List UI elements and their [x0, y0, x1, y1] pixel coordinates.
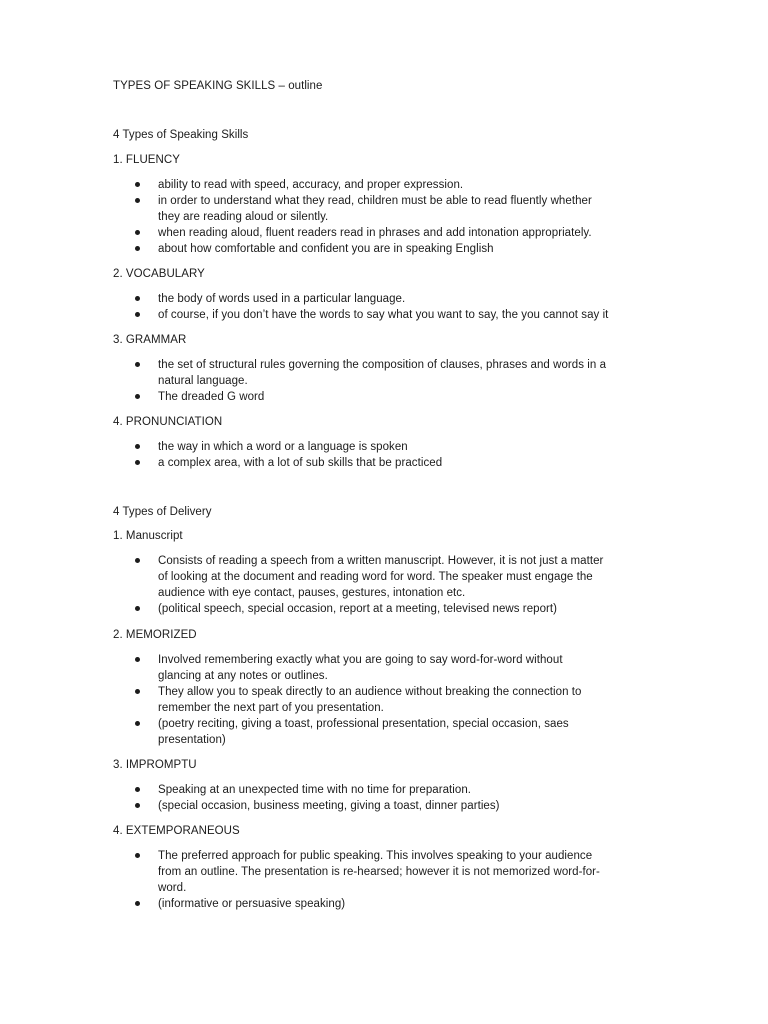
list-item: They allow you to speak directly to an audience without breaking the connection to — [158, 686, 582, 698]
subheading-memorized: 2. MEMORIZED — [113, 629, 197, 641]
bullet-dot — [135, 853, 140, 858]
bullet-dot — [135, 230, 140, 235]
section-heading-speaking-skills: 4 Types of Speaking Skills — [113, 129, 249, 141]
list-item: (political speech, special occasion, report at a meeting, televised news report) — [158, 603, 558, 615]
bullet-dot — [135, 246, 140, 251]
list-item: Consists of reading a speech from a written manuscript. However, it is not just a matter — [158, 555, 604, 567]
bullet-dot — [135, 182, 140, 187]
list-item: The dreaded G word — [158, 391, 265, 403]
bullet-dot — [135, 558, 140, 563]
list-item-continuation: of looking at the document and reading word for word. The speaker must engage the — [158, 571, 593, 583]
bullet-dot — [135, 721, 140, 726]
bullet-dot — [135, 444, 140, 449]
bullet-dot — [135, 296, 140, 301]
bullet-dot — [135, 803, 140, 808]
bullet-dot — [135, 394, 140, 399]
document-title: TYPES OF SPEAKING SKILLS – outline — [113, 80, 323, 92]
list-item-continuation: from an outline. The presentation is re-hearsed; however it is not memorized word-for- — [158, 866, 600, 878]
subheading-pronunciation: 4. PRONUNCIATION — [113, 416, 223, 428]
bullet-dot — [135, 362, 140, 367]
subheading-fluency: 1. FLUENCY — [113, 154, 180, 166]
list-item-continuation: natural language. — [158, 375, 248, 387]
list-item-continuation: presentation) — [158, 734, 226, 746]
list-item-continuation: audience with eye contact, pauses, gestures, intonation etc. — [158, 587, 466, 599]
bullet-dot — [135, 312, 140, 317]
list-item-continuation: they are reading aloud or silently. — [158, 211, 329, 223]
list-item: a complex area, with a lot of sub skills that be practiced — [158, 457, 443, 469]
list-item: in order to understand what they read, children must be able to read fluently whether — [158, 195, 592, 207]
list-item: The preferred approach for public speaking. This involves speaking to your audience — [158, 850, 593, 862]
subheading-vocabulary: 2. VOCABULARY — [113, 268, 205, 280]
subheading-manuscript: 1. Manuscript — [113, 530, 183, 542]
list-item: about how comfortable and confident you are in speaking English — [158, 243, 494, 255]
list-item: (informative or persuasive speaking) — [158, 898, 346, 910]
list-item: (special occasion, business meeting, giving a toast, dinner parties) — [158, 800, 500, 812]
list-item: Involved remembering exactly what you are going to say word-for-word without — [158, 654, 563, 666]
list-item: the way in which a word or a language is spoken — [158, 441, 408, 453]
bullet-dot — [135, 198, 140, 203]
bullet-dot — [135, 606, 140, 611]
list-item-continuation: remember the next part of you presentation. — [158, 702, 384, 714]
subheading-grammar: 3. GRAMMAR — [113, 334, 187, 346]
section-heading-delivery: 4 Types of Delivery — [113, 506, 212, 518]
list-item: the body of words used in a particular language. — [158, 293, 406, 305]
list-item-continuation: word. — [158, 882, 187, 894]
bullet-dot — [135, 460, 140, 465]
list-item: Speaking at an unexpected time with no time for preparation. — [158, 784, 472, 796]
list-item: of course, if you don’t have the words to say what you want to say, the you cannot say it — [158, 309, 609, 321]
bullet-dot — [135, 787, 140, 792]
bullet-dot — [135, 901, 140, 906]
bullet-dot — [135, 689, 140, 694]
list-item-continuation: glancing at any notes or outlines. — [158, 670, 328, 682]
subheading-impromptu: 3. IMPROMPTU — [113, 759, 197, 771]
list-item: when reading aloud, fluent readers read in phrases and add intonation appropriately. — [158, 227, 592, 239]
list-item: ability to read with speed, accuracy, and proper expression. — [158, 179, 464, 191]
list-item: the set of structural rules governing the composition of clauses, phrases and words in a — [158, 359, 607, 371]
bullet-dot — [135, 657, 140, 662]
list-item: (poetry reciting, giving a toast, professional presentation, special occasion, saes — [158, 718, 569, 730]
subheading-extemporaneous: 4. EXTEMPORANEOUS — [113, 825, 240, 837]
